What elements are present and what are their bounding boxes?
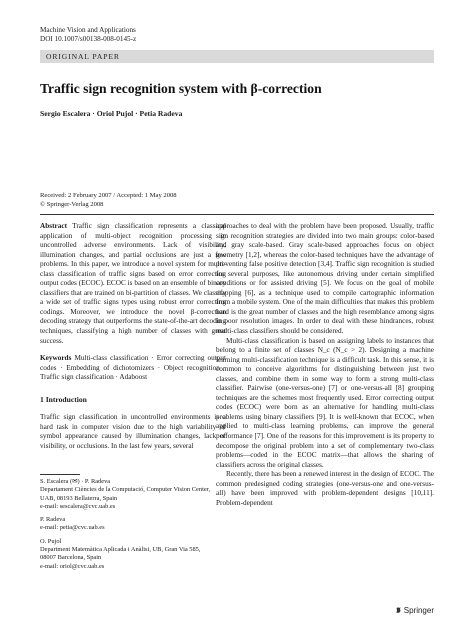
- author-list: Sergio Escalera · Oriol Pujol · Petia Radeva: [40, 109, 183, 118]
- affiliation-line: Department Matemàtica Aplicada i Anàlisi, UB, Gran Via 585,: [40, 546, 201, 554]
- top-divider: [40, 214, 434, 215]
- affiliation-line: Departament Ciències de la Computació, Computer Vision Center,: [40, 486, 211, 494]
- affiliations: [40, 478, 220, 571]
- abstract-paragraph: [40, 222, 226, 346]
- keywords-text: Multi-class classification · Error correcting output codes · Embedding of dichotomizers · Object recognition · Traffic sign classification · Adaboost: [40, 354, 226, 382]
- publisher-logo: [395, 606, 434, 615]
- publication-dates: [40, 192, 177, 209]
- journal-doi[interactable]: DOI 10.1007/s00138-008-0145-z: [40, 35, 137, 44]
- affiliation-line: P. Radeva: [40, 516, 66, 524]
- body-paragraph: Multi-class classification is based on assigning labels to instances that belong to a finite set of classes N_c (N_c > 2). Designing a machine learning multi-classification technique is a difficult task. In this sense, it is common to conceive algorithms for distinguishing between just two classes, and combine them in some way to form a strong multi-class classifier. Pairwise (one-versus-one) [7] or one-versus-all [8] grouping techniques are the schemes most frequently used. Error correcting output codes (ECOC) were born as an alternative for handling multi-class problems using binary classifiers [9]. It is well-known that ECOC, when applied to multi-class learning problems, can improve the general performance [7]. One of the reasons for this improvement is its property to decompose the original problem into a set of complementary two-class problems—coded in the ECOC matrix—that allows the sharing of classifiers across the original classes.: [216, 336, 434, 469]
- keywords-paragraph: [40, 354, 226, 383]
- abstract-label: Abstract: [40, 222, 67, 230]
- journal-header: [40, 26, 136, 45]
- email-link[interactable]: e-mail: petia@cvc.uab.es: [40, 524, 105, 532]
- publisher-name: Springer: [403, 606, 434, 615]
- section-label-bar: [40, 50, 434, 63]
- email-link[interactable]: e-mail: oriol@cvc.uab.es: [40, 562, 105, 570]
- received-accepted: Received: 2 February 2007 / Accepted: 1 May 2008: [40, 192, 177, 199]
- body-paragraph: approaches to deal with the problem have been proposed. Usually, traffic sign recognition strategies are divided into two main groups: color-based and gray scale-based. Gray scale-based approaches focus on object geometry [1,2], whereas the color-based techniques have the advantage of preventing false positive detection [3,4]. Traffic sign recognition is studied for several purposes, like autonomous driving under certain simplified conditions or for assisted driving [5]. We focus on the goal of mobile mapping [6], as a technique used to compile cartographic information from a mobile system. One of the main difficulties that makes this problem hard is the great number of classes and the high resemblance among signs in poor resolution images. In order to deal with these hindrances, robust multi-class classifiers should be considered.: [216, 222, 434, 336]
- section-label: ORIGINAL PAPER: [46, 51, 120, 61]
- section-heading-introduction: 1 Introduction: [40, 394, 87, 404]
- left-column: [40, 222, 226, 451]
- email-link[interactable]: e-mail: sescalera@cvc.uab.es: [40, 502, 116, 510]
- right-column: [216, 222, 434, 508]
- copyright-line: © Springer-Verlag 2008: [40, 200, 104, 208]
- abstract-text: Traffic sign classification represents a classical application of multi-object recognition processing in uncontrolled adverse environments. Lack of visibility, illumination changes, and partial occlusions are just a few problems. In this paper, we introduce a novel system for multi-class classification of traffic signs based on error correcting output codes (ECOC). ECOC is based on an ensemble of binary classifiers that are trained on bi-partition of classes. We classify a wide set of traffic signs types using robust error correcting codings. Moreover, we introduce the novel β-correction decoding strategy that outperforms the state-of-the-art decoding techniques, classifying a high number of classes with great success.: [40, 222, 226, 345]
- springer-horse-icon: [395, 606, 402, 614]
- journal-name: Machine Vision and Applications: [40, 26, 136, 34]
- affiliation-line: 08007 Barcelona, Spain: [40, 554, 102, 562]
- affiliation-line: O. Pujol: [40, 537, 62, 545]
- affiliation-line: UAB, 08193 Bellaterra, Spain: [40, 494, 118, 502]
- footnote-divider: [40, 474, 80, 475]
- keywords-label: Keywords: [40, 354, 72, 363]
- paper-title: Traffic sign recognition system with β-correction: [40, 81, 322, 96]
- affiliation-line: S. Escalera (✉) · P. Radeva: [40, 478, 111, 485]
- body-paragraph: Recently, there has been a renewed interest in the design of ECOC. The common predesigned coding strategies (one-versus-one and one-versus-all) have been improved with problem-dependent designs [10,11]. Problem-dependent: [216, 470, 434, 507]
- introduction-paragraph: Traffic sign classification in uncontrolled environments is a hard task in computer vision due to the high variability of symbol appearance caused by illumination changes, lack of visibility, or occlusions. In the last few years, several: [40, 413, 226, 450]
